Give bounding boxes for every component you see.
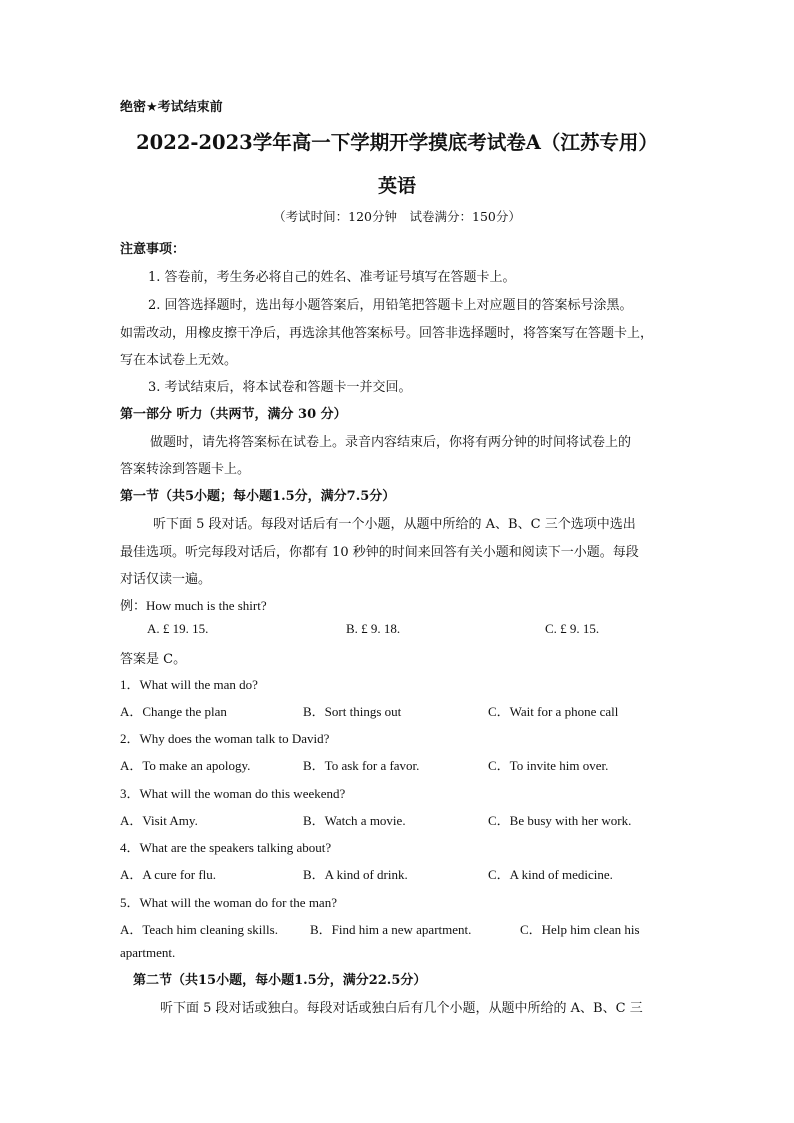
question-5-option-b: B．Find him a new apartment. (310, 922, 472, 937)
part1-heading: 第一部分 听力（共两节，满分 30 分） (120, 407, 347, 422)
notice-item-2-line-2: 如需改动，用橡皮擦干净后，再选涂其他答案标号。回答非选择题时，将答案写在答题卡上， (120, 326, 654, 341)
question-1-option-b: B．Sort things out (303, 704, 402, 719)
part1-intro-line-1: 做题时，请先将答案标在试卷上。录音内容结束后，你将有两分钟的时间将试卷上的 (150, 435, 632, 450)
notice-item-3: 3. 考试结束后，将本试卷和答题卡一并交回。 (148, 380, 412, 395)
notice-item-2-line-3: 写在本试卷上无效。 (120, 353, 238, 368)
question-2-option-b: B．To ask for a favor. (303, 758, 420, 773)
question-3-option-c: C．Be busy with her work. (488, 813, 632, 828)
question-5: 5．What will the woman do for the man? (120, 895, 337, 910)
question-1-option-c: C．Wait for a phone call (488, 704, 619, 719)
exam-title: 2022-2023学年高一下学期开学摸底考试卷A（江苏专用） (136, 131, 658, 154)
subject-title: 英语 (377, 175, 416, 197)
question-4-option-b: B．A kind of drink. (303, 867, 408, 882)
question-3: 3．What will the woman do this weekend? (120, 786, 346, 801)
question-3-option-a: A．Visit Amy. (120, 813, 198, 828)
notice-item-1: 1. 答卷前，考生务必将自己的姓名、准考证号填写在答题卡上。 (148, 270, 516, 285)
part1-intro-line-2: 答案转涂到答题卡上。 (120, 462, 251, 477)
secret-mark: 绝密★考试结束前 (120, 100, 223, 115)
question-4: 4．What are the speakers talking about? (120, 840, 332, 855)
question-5-option-a: A．Teach him cleaning skills. (120, 922, 278, 937)
question-5-option-c: C．Help him clean his (520, 922, 640, 937)
exam-info: （考试时间：120分钟 试卷满分：150分） (273, 209, 521, 224)
section1-intro-line-1: 听下面 5 段对话。每段对话后有一个小题，从题中所给的 A、B、C 三个选项中选出 (153, 517, 636, 532)
example-option-a: A. £ 19. 15. (147, 621, 209, 636)
question-1: 1．What will the man do? (120, 677, 258, 692)
notice-heading: 注意事项： (120, 242, 186, 257)
question-2-option-c: C．To invite him over. (488, 758, 609, 773)
question-1-option-a: A．Change the plan (120, 704, 227, 719)
question-4-option-c: C．A kind of medicine. (488, 867, 613, 882)
question-3-option-b: B．Watch a movie. (303, 813, 406, 828)
question-2-option-a: A．To make an apology. (120, 758, 251, 773)
example-option-b: B. £ 9. 18. (346, 621, 401, 636)
section1-heading: 第一节（共5小题；每小题1.5分，满分7.5分） (120, 489, 396, 504)
example-answer: 答案是 C。 (120, 652, 187, 667)
question-2: 2．Why does the woman talk to David? (120, 731, 330, 746)
example-question: 例：How much is the shirt? (120, 598, 267, 613)
question-5-option-c-continued: apartment. (120, 945, 176, 960)
notice-item-2-line-1: 2. 回答选择题时，选出每小题答案后，用铅笔把答题卡上对应题目的答案标号涂黑。 (148, 298, 633, 313)
section1-intro-line-3: 对话仅读一遍。 (120, 572, 212, 587)
section2-intro-line-1: 听下面 5 段对话或独白。每段对话或独白后有几个小题，从题中所给的 A、B、C 三 (160, 1001, 643, 1016)
example-option-c: C. £ 9. 15. (545, 621, 600, 636)
question-4-option-a: A．A cure for flu. (120, 867, 217, 882)
section1-intro-line-2: 最佳选项。听完每段对话后，你都有 10 秒钟的时间来回答有关小题和阅读下一小题。每段 (120, 545, 639, 560)
section2-heading: 第二节（共15小题，每小题1.5分，满分22.5分） (133, 973, 427, 988)
